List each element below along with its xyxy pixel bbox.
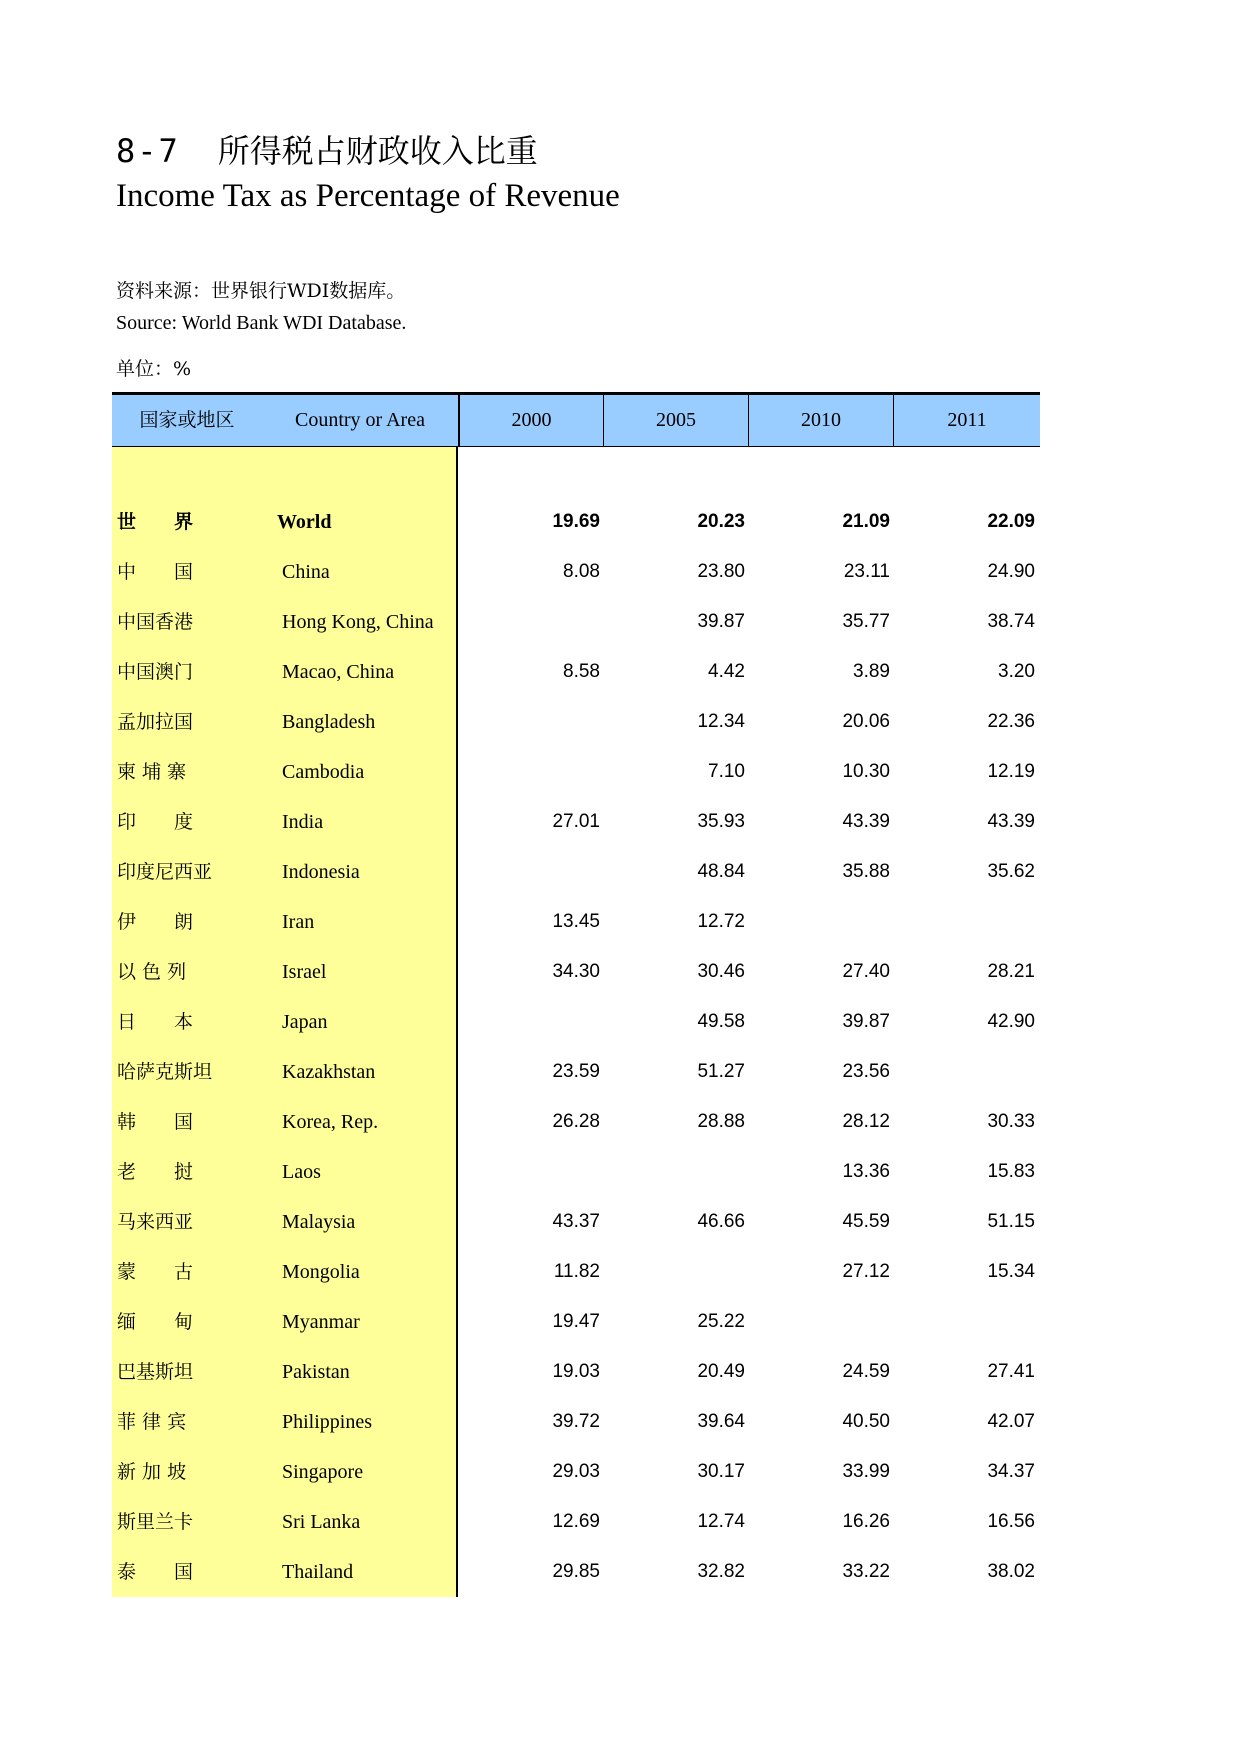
value-cell: 51.27	[697, 1061, 745, 1082]
table-row	[112, 1497, 1040, 1547]
country-name-en: Iran	[282, 911, 315, 933]
value-cell	[480, 847, 600, 897]
value-cell: 30.33	[987, 1111, 1035, 1132]
value-cell: 38.02	[987, 1561, 1035, 1582]
title-english: Income Tax as Percentage of Revenue	[116, 178, 620, 214]
country-name-en: Thailand	[282, 1561, 354, 1583]
value-cell	[915, 1297, 1035, 1347]
table-row	[112, 997, 1040, 1047]
table-row	[112, 1347, 1040, 1397]
value-cell: 8.58	[563, 661, 600, 682]
value-cell: 23.59	[552, 1061, 600, 1082]
value-cell: 20.49	[697, 1361, 745, 1382]
header-year: 2010	[748, 395, 893, 447]
country-name-en: Cambodia	[282, 761, 365, 783]
value-cell: 15.83	[987, 1161, 1035, 1182]
value-cell: 42.07	[987, 1411, 1035, 1432]
value-cell: 49.58	[697, 1011, 745, 1032]
country-name-cn: 印度尼西亚	[117, 861, 213, 883]
unit-label: 单位：%	[116, 358, 192, 380]
value-cell: 43.39	[987, 811, 1035, 832]
table-row	[112, 497, 1040, 547]
value-cell: 35.77	[842, 611, 890, 632]
value-cell: 12.19	[987, 761, 1035, 782]
table-row	[112, 697, 1040, 747]
value-cell: 27.12	[842, 1261, 890, 1282]
value-cell	[915, 1047, 1035, 1097]
table-row	[112, 797, 1040, 847]
table-row	[112, 747, 1040, 797]
header-country-en: Country or Area	[295, 409, 425, 431]
country-name-en: Mongolia	[282, 1261, 360, 1283]
country-name-cn: 泰 国	[117, 1561, 194, 1583]
value-cell: 33.22	[842, 1561, 890, 1582]
country-name-en: Hong Kong, China	[282, 611, 434, 633]
value-cell: 23.56	[842, 1061, 890, 1082]
header-country-cn: 国家或地区	[139, 409, 235, 431]
value-cell: 23.80	[697, 561, 745, 582]
value-cell: 42.90	[987, 1011, 1035, 1032]
header-year: 2005	[603, 395, 748, 447]
value-cell: 26.28	[552, 1111, 600, 1132]
table-row	[112, 647, 1040, 697]
table-row	[112, 1397, 1040, 1447]
value-cell: 20.23	[697, 511, 745, 532]
value-cell: 43.39	[842, 811, 890, 832]
table-row	[112, 1097, 1040, 1147]
value-cell	[625, 1147, 745, 1197]
value-cell: 23.11	[843, 561, 890, 582]
value-cell: 25.22	[697, 1311, 745, 1332]
value-cell: 30.17	[697, 1461, 745, 1482]
country-name-cn: 柬 埔 寨	[117, 761, 187, 783]
value-cell: 21.09	[842, 511, 890, 532]
value-cell: 8.08	[563, 561, 600, 582]
country-name-cn: 菲 律 宾	[117, 1411, 187, 1433]
value-cell: 13.36	[842, 1161, 890, 1182]
country-name-cn: 以 色 列	[117, 961, 187, 983]
value-cell: 35.62	[987, 861, 1035, 882]
value-cell: 27.41	[987, 1361, 1035, 1382]
table-row	[112, 1447, 1040, 1497]
value-cell: 12.34	[697, 711, 745, 732]
value-cell: 24.59	[842, 1361, 890, 1382]
source-chinese: 资料来源：世界银行WDI数据库。	[116, 280, 406, 302]
value-cell: 4.42	[708, 661, 745, 682]
value-cell: 45.59	[842, 1211, 890, 1232]
country-name-en: Kazakhstan	[282, 1061, 376, 1083]
value-cell: 46.66	[697, 1211, 745, 1232]
country-name-en: Indonesia	[282, 861, 360, 883]
table-row	[112, 1047, 1040, 1097]
value-cell: 28.88	[697, 1111, 745, 1132]
header-year: 2011	[893, 395, 1040, 447]
value-cell: 16.26	[842, 1511, 890, 1532]
value-cell	[480, 997, 600, 1047]
value-cell: 43.37	[552, 1211, 600, 1232]
value-cell: 22.09	[987, 511, 1035, 532]
value-cell: 3.20	[998, 661, 1035, 682]
value-cell: 38.74	[987, 611, 1035, 632]
country-name-cn: 哈萨克斯坦	[117, 1061, 213, 1083]
page-title	[116, 126, 538, 174]
country-name-en: Korea, Rep.	[282, 1111, 379, 1133]
source-english: Source: World Bank WDI Database.	[116, 312, 407, 334]
table-row	[112, 1297, 1040, 1347]
value-cell: 30.46	[697, 961, 745, 982]
value-cell: 35.88	[842, 861, 890, 882]
country-name-cn: 老 挝	[117, 1161, 194, 1183]
country-name-en: Laos	[282, 1161, 321, 1183]
value-cell: 34.37	[987, 1461, 1035, 1482]
value-cell: 29.85	[552, 1561, 600, 1582]
value-cell: 12.69	[552, 1511, 600, 1532]
value-cell	[480, 1147, 600, 1197]
country-name-cn: 马来西亚	[117, 1211, 194, 1233]
country-name-cn: 韩 国	[117, 1111, 194, 1133]
value-cell: 34.30	[552, 961, 600, 982]
table-row	[112, 1547, 1040, 1597]
country-name-en: Macao, China	[282, 661, 395, 683]
value-cell: 51.15	[987, 1211, 1035, 1232]
value-cell: 19.69	[552, 511, 600, 532]
table-row	[112, 847, 1040, 897]
country-name-en: Japan	[282, 1011, 328, 1033]
value-cell: 39.64	[697, 1411, 745, 1432]
value-cell: 24.90	[987, 561, 1035, 582]
value-cell: 10.30	[842, 761, 890, 782]
value-cell: 35.93	[697, 811, 745, 832]
country-name-cn: 孟加拉国	[117, 711, 194, 733]
table-row	[112, 1197, 1040, 1247]
value-cell: 20.06	[842, 711, 890, 732]
table-number: 8-7	[116, 132, 180, 170]
country-name-en: Bangladesh	[282, 711, 376, 733]
country-name-en: India	[282, 811, 324, 833]
value-cell	[480, 697, 600, 747]
value-cell: 15.34	[987, 1261, 1035, 1282]
value-cell: 28.12	[842, 1111, 890, 1132]
country-name-en: Israel	[282, 961, 327, 983]
value-cell	[480, 747, 600, 797]
value-cell: 19.03	[552, 1361, 600, 1382]
country-name-cn: 世 界	[117, 511, 194, 533]
header-year: 2000	[458, 395, 603, 447]
value-cell: 39.87	[842, 1011, 890, 1032]
country-name-cn: 中 国	[117, 561, 194, 583]
country-name-cn: 缅 甸	[117, 1311, 194, 1333]
country-name-en: China	[282, 561, 330, 583]
table-body	[112, 497, 1040, 1597]
value-cell	[770, 897, 890, 947]
value-cell: 27.01	[552, 811, 600, 832]
country-name-cn: 巴基斯坦	[117, 1361, 194, 1383]
country-name-en: Myanmar	[282, 1311, 360, 1333]
table-row	[112, 1247, 1040, 1297]
table-header	[112, 392, 1040, 447]
country-name-en: Pakistan	[282, 1361, 350, 1383]
country-name-cn: 中国澳门	[117, 661, 194, 683]
table-row	[112, 897, 1040, 947]
value-cell: 39.87	[697, 611, 745, 632]
value-cell	[915, 897, 1035, 947]
country-name-en: World	[277, 511, 332, 533]
country-name-cn: 斯里兰卡	[117, 1511, 194, 1533]
value-cell: 48.84	[697, 861, 745, 882]
title-chinese: 所得税占财政收入比重	[217, 132, 538, 170]
value-cell: 40.50	[842, 1411, 890, 1432]
country-name-en: Malaysia	[282, 1211, 356, 1233]
table-row	[112, 947, 1040, 997]
value-cell: 28.21	[987, 961, 1035, 982]
value-cell: 22.36	[987, 711, 1035, 732]
country-name-en: Sri Lanka	[282, 1511, 361, 1533]
value-cell: 27.40	[842, 961, 890, 982]
value-cell: 11.82	[553, 1261, 600, 1282]
value-cell: 33.99	[842, 1461, 890, 1482]
table-row	[112, 547, 1040, 597]
value-cell	[480, 597, 600, 647]
country-name-cn: 中国香港	[117, 611, 194, 633]
value-cell: 32.82	[697, 1561, 745, 1582]
country-name-en: Philippines	[282, 1411, 373, 1433]
country-name-cn: 伊 朗	[117, 911, 194, 933]
value-cell: 12.74	[697, 1511, 745, 1532]
value-cell	[770, 1297, 890, 1347]
table-row	[112, 597, 1040, 647]
country-name-cn: 新 加 坡	[117, 1461, 187, 1483]
country-name-en: Singapore	[282, 1461, 364, 1483]
value-cell: 29.03	[552, 1461, 600, 1482]
value-cell: 16.56	[987, 1511, 1035, 1532]
value-cell	[625, 1247, 745, 1297]
value-cell: 7.10	[708, 761, 745, 782]
country-name-cn: 印 度	[117, 811, 194, 833]
value-cell: 12.72	[697, 911, 745, 932]
value-cell: 13.45	[552, 911, 600, 932]
value-cell: 39.72	[552, 1411, 600, 1432]
value-cell: 19.47	[552, 1311, 600, 1332]
country-name-cn: 日 本	[117, 1011, 194, 1033]
country-name-cn: 蒙 古	[117, 1261, 194, 1283]
table-row	[112, 1147, 1040, 1197]
value-cell: 3.89	[853, 661, 890, 682]
